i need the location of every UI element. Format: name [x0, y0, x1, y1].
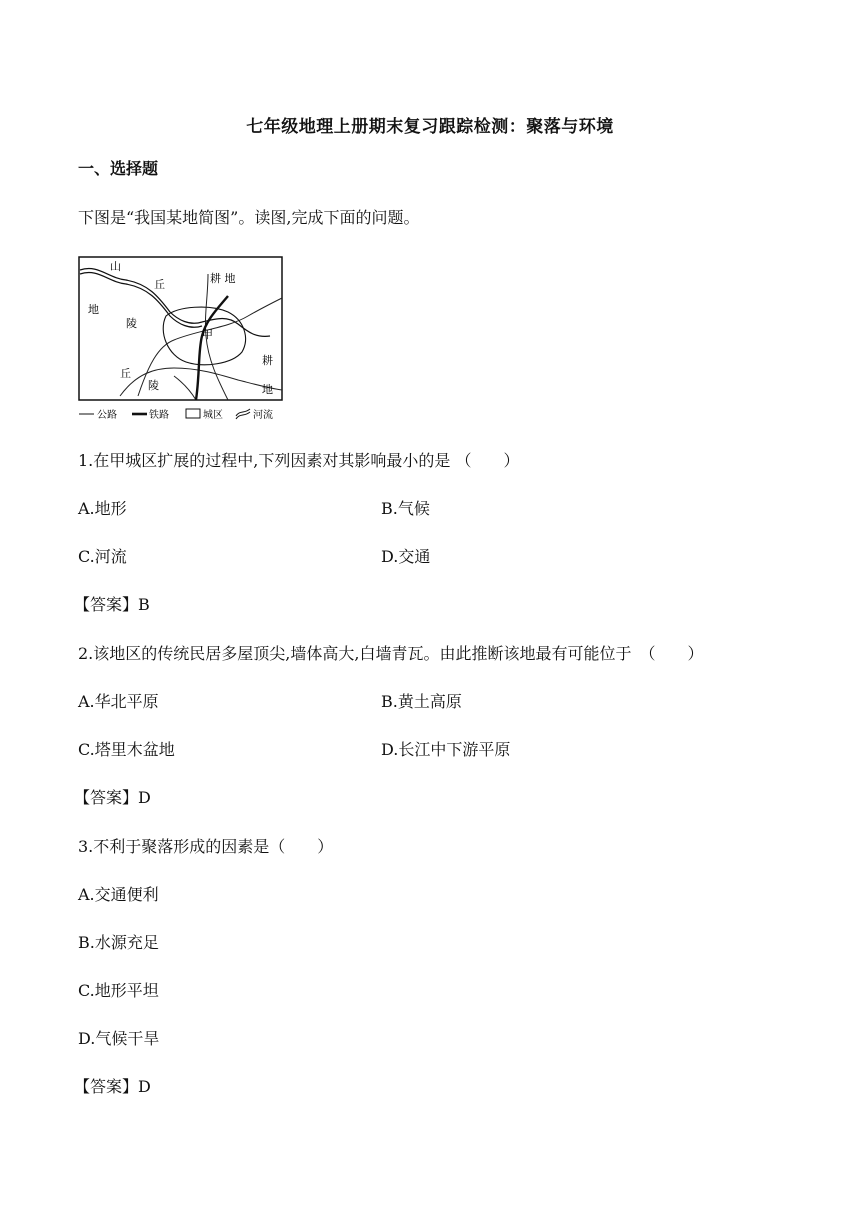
question-1-option-a: A.地形 [78, 499, 127, 518]
legend-railway-label: 铁路 [149, 410, 169, 421]
question-3-option-a: A.交通便利 [78, 885, 159, 904]
map-label-gengdi-top: 耕 地 [210, 272, 236, 285]
section-heading: 一、选择题 [78, 159, 159, 178]
map-label-qiu-top: 丘 [154, 278, 165, 291]
question-3-option-c: C.地形平坦 [78, 981, 159, 1000]
legend-road-label: 公路 [97, 410, 117, 421]
legend-city-symbol [186, 409, 200, 418]
question-1-option-b: B.气候 [381, 499, 430, 518]
map-label-ling-top: 陵 [126, 317, 137, 330]
map-label-di-left: 地 [88, 303, 99, 316]
document-title: 七年级地理上册期末复习跟踪检测：聚落与环境 [246, 117, 614, 137]
question-3-option-d: D.气候干旱 [78, 1029, 160, 1048]
question-intro: 下图是“我国某地简图”。读图,完成下面的问题。 [78, 208, 420, 227]
region-map-figure [78, 256, 286, 424]
question-3-stem: 3.不利于聚落形成的因素是（ ） [78, 837, 334, 856]
question-2-stem: 2.该地区的传统民居多屋顶尖,墙体高大,白墙青瓦。由此推断该地最有可能位于 （ ） [78, 644, 704, 663]
question-1-option-c: C.河流 [78, 547, 127, 566]
question-2-option-c: C.塔里木盆地 [78, 740, 175, 759]
question-1-stem: 1.在甲城区扩展的过程中,下列因素对其影响最小的是 （ ） [78, 451, 520, 470]
question-2-option-d: D.长江中下游平原 [381, 740, 511, 759]
question-1-answer: 【答案】B [74, 595, 150, 614]
legend-river-label: 河流 [253, 410, 273, 421]
map-label-ling-bottom: 陵 [148, 379, 159, 392]
question-3-answer: 【答案】D [74, 1077, 151, 1096]
map-label-qiu-bottom: 丘 [120, 367, 131, 380]
question-2-option-b: B.黄土高原 [381, 692, 462, 711]
question-3-option-b: B.水源充足 [78, 933, 159, 952]
map-label-geng-right: 耕 [262, 354, 273, 367]
question-2-option-a: A.华北平原 [78, 692, 159, 711]
map-label-shan: 山 [110, 260, 121, 273]
map-label-jia: 甲 [202, 328, 213, 341]
question-1-option-d: D.交通 [381, 547, 431, 566]
question-2-answer: 【答案】D [74, 788, 151, 807]
map-label-di-right: 地 [262, 383, 273, 396]
legend-city-label: 城区 [203, 410, 223, 421]
